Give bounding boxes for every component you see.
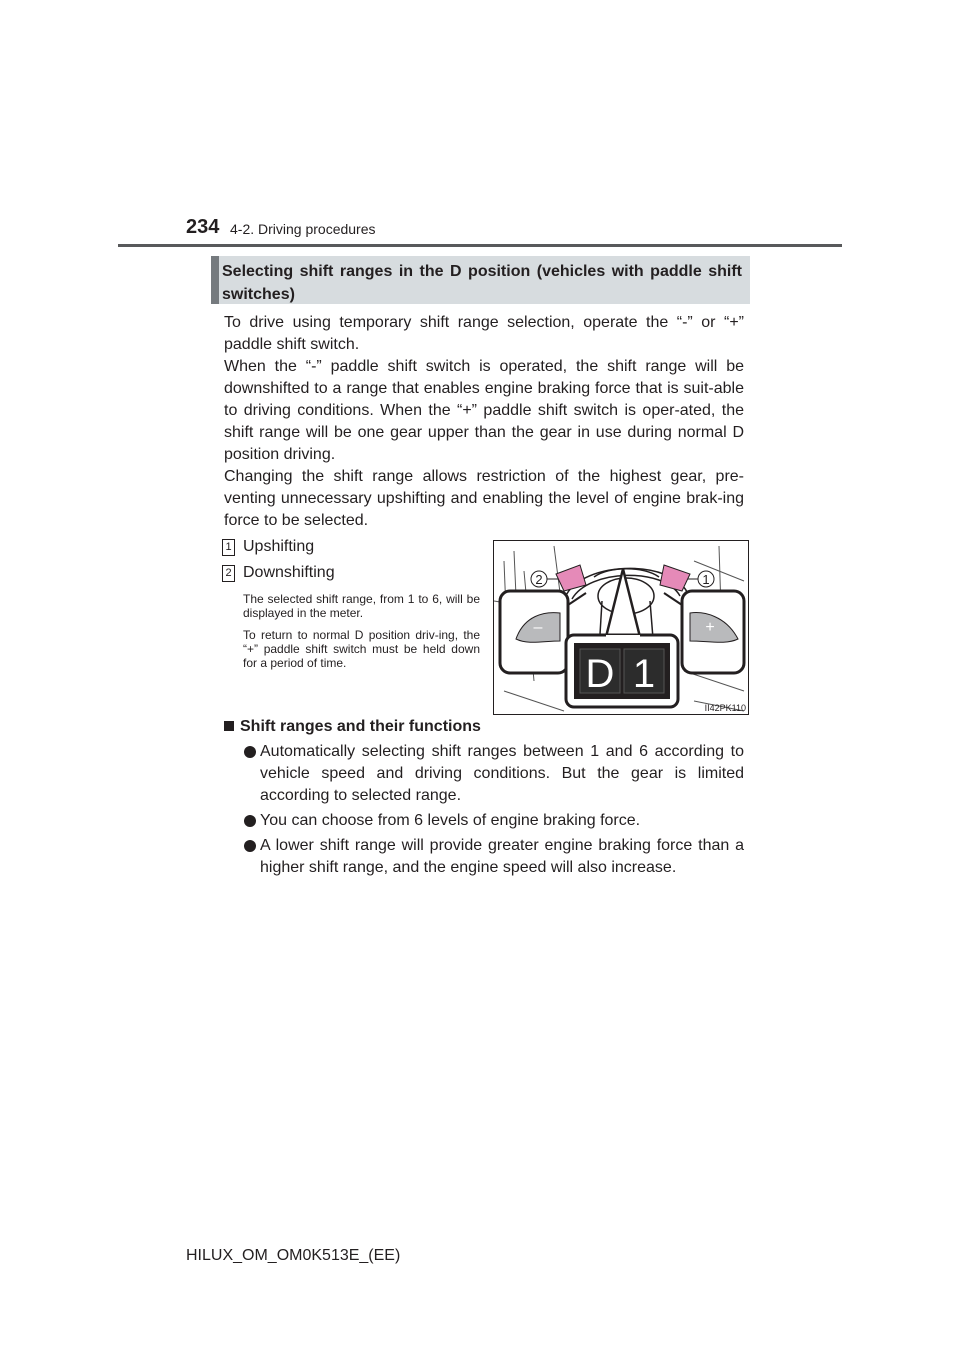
minus-label: – <box>533 619 543 636</box>
note-text <box>243 592 480 678</box>
subsection-title-text: Shift ranges and their functions <box>240 718 481 735</box>
item-number-1: 1 <box>222 539 235 556</box>
bullet-text: You can choose from 6 levels of engine braking force. <box>260 812 641 829</box>
figure-code: II42PK110 <box>704 703 746 713</box>
bullet-text: A lower shift range will provide greater engine braking force than a higher shift range, and the engine speed will also increase. <box>260 837 744 876</box>
square-bullet-icon <box>224 721 234 731</box>
list-item <box>224 741 744 807</box>
note-paragraph: The selected shift range, from 1 to 6, will be displayed in the meter. <box>243 592 480 620</box>
note-paragraph: To return to normal D position driv-ing, the “+” paddle shift switch must be held down for a period of time. <box>243 628 480 670</box>
section-title: 4-2. Driving procedures <box>230 221 376 237</box>
bullet-list <box>224 741 744 882</box>
plus-label: + <box>705 619 715 636</box>
gear-letter: D <box>585 652 615 696</box>
intro-paragraph: When the “-” paddle shift switch is operated, the shift range will be downshifted to a range that enables engine braking force that is suit-able to driving conditions. When the “+” paddle shift switch is oper-ated, the shift range will be one gear upper than the gear in use during normal D position driving. <box>224 358 744 463</box>
callout-2-text: 2 <box>535 572 543 587</box>
section-heading: Selecting shift ranges in the D position (vehicles with paddle shift switches) <box>222 263 742 303</box>
page-number: 234 <box>186 216 220 238</box>
intro-paragraph: To drive using temporary shift range selection, operate the “-” or “+” paddle shift switch. <box>224 314 744 353</box>
item-label-upshifting: Upshifting <box>243 538 315 555</box>
upshift-paddle-highlight <box>660 565 690 591</box>
footer-code: HILUX_OM_OM0K513E_(EE) <box>186 1247 401 1264</box>
callout-1-text: 1 <box>702 572 710 587</box>
item-label-downshifting: Downshifting <box>243 564 335 581</box>
paddle-shift-drawing <box>494 541 749 715</box>
subsection-title <box>224 718 481 736</box>
list-item <box>224 810 744 832</box>
bullet-dot-icon <box>244 815 256 827</box>
item-number-2: 2 <box>222 565 235 582</box>
bullet-dot-icon <box>244 746 256 758</box>
bullet-text: Automatically selecting shift ranges between 1 and 6 according to vehicle speed and driving conditions. But the gear is limited according to selected range. <box>260 743 744 804</box>
gear-number: 1 <box>632 652 656 696</box>
paddle-shift-illustration <box>493 540 749 715</box>
bullet-dot-icon <box>244 840 256 852</box>
intro-paragraph: Changing the shift range allows restriction of the highest gear, pre-venting unnecessary upshifting and enabling the level of engine brak-ing force to be selected. <box>224 468 744 529</box>
list-item <box>224 835 744 879</box>
intro-text <box>224 312 744 532</box>
downshift-paddle-highlight <box>556 565 586 591</box>
header-rule <box>118 244 842 247</box>
